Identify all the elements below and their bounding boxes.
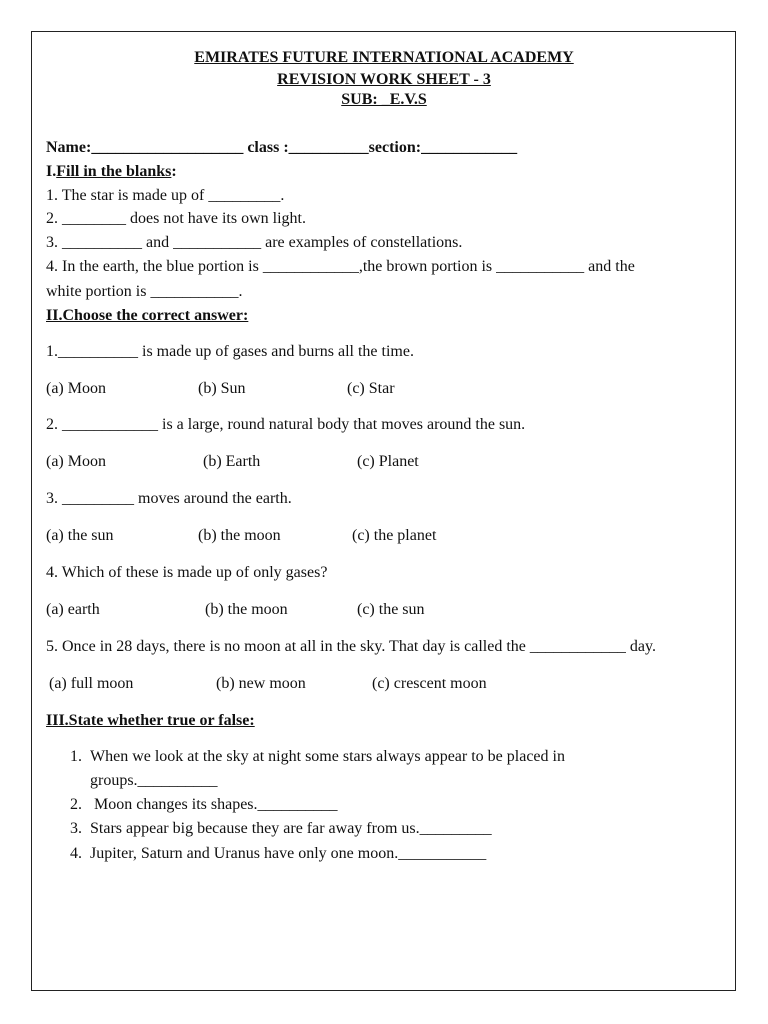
mcq-option-2b: (b) Earth bbox=[203, 453, 261, 470]
mcq-option-3a: (a) the sun bbox=[46, 527, 114, 544]
tf-item-1: 1. When we look at the sky at night some stars always appear to be placed in bbox=[70, 748, 565, 765]
mcq-question-2: 2. ____________ is a large, round natural body that moves around the sun. bbox=[46, 416, 526, 433]
mcq-option-1a: (a) Moon bbox=[46, 380, 106, 397]
mcq-option-4c: (c) the sun bbox=[357, 601, 425, 618]
worksheet-title: REVISION WORK SHEET - 3 bbox=[277, 71, 491, 88]
blank-item-4: 4. In the earth, the blue portion is ____________,the brown portion is ___________ and the bbox=[46, 258, 635, 275]
mcq-option-3c: (c) the planet bbox=[352, 527, 437, 544]
tf-item-2: 2. Moon changes its shapes.__________ bbox=[70, 796, 338, 813]
student-info-line: Name:___________________ class :__________section:____________ bbox=[46, 139, 518, 156]
mcq-option-5b: (b) new moon bbox=[216, 675, 306, 692]
mcq-option-5c: (c) crescent moon bbox=[372, 675, 487, 692]
tf-item-3: 3. Stars appear big because they are far away from us._________ bbox=[70, 820, 492, 837]
mcq-option-1b: (b) Sun bbox=[198, 380, 246, 397]
mcq-option-3b: (b) the moon bbox=[198, 527, 281, 544]
mcq-question-3: 3. _________ moves around the earth. bbox=[46, 490, 292, 507]
blank-item-3: 3. __________ and ___________ are examples of constellations. bbox=[46, 234, 463, 251]
mcq-option-5a: (a) full moon bbox=[49, 675, 134, 692]
mcq-question-4: 4. Which of these is made up of only gases? bbox=[46, 564, 328, 581]
school-name: EMIRATES FUTURE INTERNATIONAL ACADEMY bbox=[194, 49, 574, 66]
tf-item-1-cont: groups.__________ bbox=[90, 772, 218, 789]
mcq-question-5: 5. Once in 28 days, there is no moon at all in the sky. That day is called the ____________ day. bbox=[46, 638, 656, 655]
blank-item-2: 2. ________ does not have its own light. bbox=[46, 210, 306, 227]
section3-heading: III.State whether true or false: bbox=[46, 712, 255, 729]
subject-line: SUB: _E.V.S bbox=[341, 91, 427, 108]
section1-heading: I.Fill in the blanks: bbox=[46, 163, 177, 180]
blank-item-1: 1. The star is made up of _________. bbox=[46, 187, 285, 204]
mcq-option-1c: (c) Star bbox=[347, 380, 395, 397]
mcq-option-2a: (a) Moon bbox=[46, 453, 106, 470]
mcq-option-4b: (b) the moon bbox=[205, 601, 288, 618]
mcq-question-1: 1.__________ is made up of gases and burns all the time. bbox=[46, 343, 414, 360]
blank-item-4-cont: white portion is ___________. bbox=[46, 283, 243, 300]
section2-heading: II.Choose the correct answer: bbox=[46, 307, 249, 324]
mcq-option-4a: (a) earth bbox=[46, 601, 100, 618]
tf-item-4: 4. Jupiter, Saturn and Uranus have only one moon.___________ bbox=[70, 845, 487, 862]
mcq-option-2c: (c) Planet bbox=[357, 453, 419, 470]
